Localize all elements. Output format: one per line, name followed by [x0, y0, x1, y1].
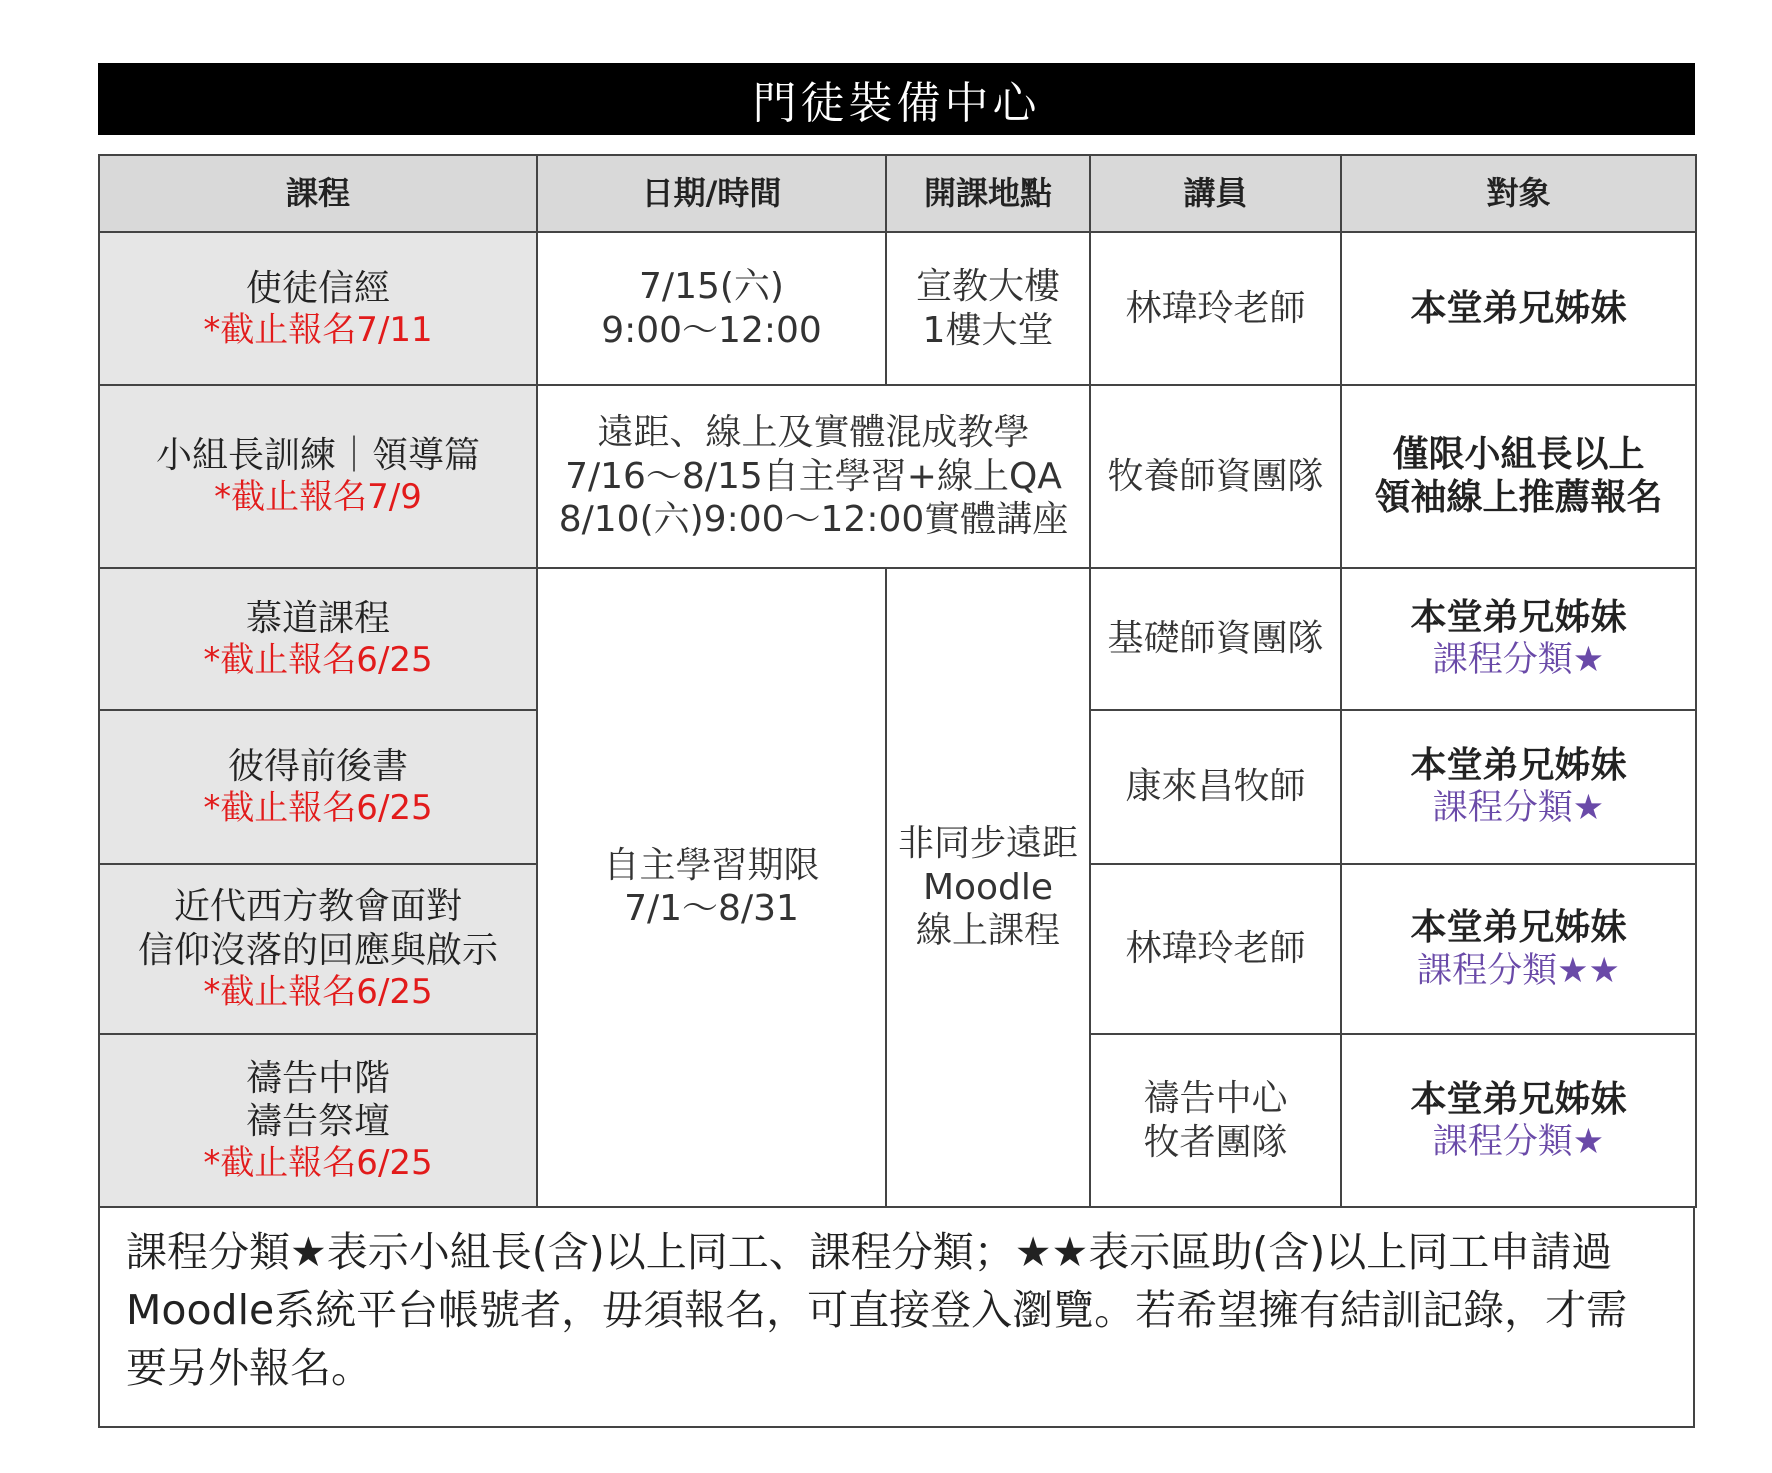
- deadline-note: *截止報名7/11: [203, 309, 433, 350]
- speaker-line: 禱告中心: [1143, 1078, 1288, 1120]
- table-header-row: [99, 155, 1696, 232]
- course-name: 禱告中階: [245, 1058, 390, 1100]
- location-line: 非同步遠距: [897, 823, 1078, 865]
- shared-location-cell: [886, 568, 1090, 1207]
- speaker-cell: 牧養師資團隊: [1090, 385, 1341, 568]
- target-cell: [1341, 1034, 1696, 1207]
- table-row: [99, 232, 1696, 385]
- category-label: 課程分類★★: [1417, 950, 1620, 991]
- deadline-note: *截止報名6/25: [203, 1143, 433, 1184]
- date-line: 7/16～8/15自主學習+線上QA: [565, 455, 1062, 497]
- deadline-note: *截止報名6/25: [203, 640, 433, 680]
- course-cell: [99, 232, 537, 385]
- date-line: 8/10(六)9:00～12:00實體講座: [558, 498, 1069, 540]
- deadline-note: *截止報名6/25: [203, 788, 433, 829]
- table-row: [99, 385, 1696, 568]
- location-line: 線上課程: [915, 909, 1060, 951]
- course-cell: [99, 864, 537, 1035]
- course-schedule-table: [98, 154, 1697, 1208]
- category-label: 課程分類★: [1432, 1122, 1605, 1163]
- course-name: 使徒信經: [245, 267, 390, 309]
- header-target: 對象: [1341, 155, 1696, 232]
- date-line: 7/15(六): [639, 266, 784, 308]
- speaker-cell: 康來昌牧師: [1090, 710, 1341, 864]
- header-speaker: 講員: [1090, 155, 1341, 232]
- target-cell: [1341, 385, 1696, 568]
- location-line: 1樓大堂: [922, 309, 1054, 351]
- target-cell: 本堂弟兄姊妹: [1341, 232, 1696, 385]
- location-line: Moodle: [922, 866, 1054, 908]
- target-line: 本堂弟兄姊妹: [1410, 597, 1627, 639]
- date-line: 7/1～8/31: [624, 888, 799, 930]
- speaker-line: 牧者團隊: [1143, 1121, 1288, 1163]
- date-line: 自主學習期限: [603, 845, 820, 887]
- deadline-note: *截止報名6/25: [203, 971, 433, 1012]
- datetime-location-cell: [537, 385, 1090, 568]
- footnote: 課程分類★表示小組長(含)以上同工、課程分類；★★表示區助(含)以上同工申請過Moodle系統平台帳號者，毋須報名，可直接登入瀏覽。若希望擁有結訓記錄，才需要另外報名。: [98, 1207, 1695, 1428]
- page-title: 門徒裝備中心: [98, 63, 1695, 135]
- target-cell: [1341, 568, 1696, 711]
- deadline-note: *截止報名7/9: [214, 477, 422, 518]
- header-location: 開課地點: [886, 155, 1090, 232]
- speaker-cell: [1090, 1034, 1341, 1207]
- speaker-cell: 林瑋玲老師: [1090, 864, 1341, 1035]
- course-cell: [99, 1034, 537, 1207]
- format-line: 遠距、線上及實體混成教學: [597, 412, 1030, 454]
- course-cell: [99, 385, 537, 568]
- target-line: 本堂弟兄姊妹: [1410, 907, 1627, 949]
- course-name: 近代西方教會面對: [173, 886, 462, 928]
- course-cell: [99, 710, 537, 864]
- speaker-cell: 基礎師資團隊: [1090, 568, 1341, 711]
- datetime-cell: [537, 232, 886, 385]
- header-datetime: 日期/時間: [537, 155, 886, 232]
- target-cell: [1341, 710, 1696, 864]
- target-line: 領袖線上推薦報名: [1374, 477, 1663, 519]
- target-line: 本堂弟兄姊妹: [1410, 1079, 1627, 1121]
- course-name: 禱告祭壇: [245, 1101, 390, 1143]
- shared-datetime-cell: [537, 568, 886, 1207]
- category-label: 課程分類★: [1432, 640, 1605, 681]
- target-line: 本堂弟兄姊妹: [1410, 745, 1627, 787]
- course-name: 信仰沒落的回應與啟示: [137, 929, 498, 971]
- header-course: 課程: [99, 155, 537, 232]
- course-name: 慕道課程: [245, 597, 390, 639]
- target-line: 僅限小組長以上: [1392, 434, 1645, 476]
- course-name: 彼得前後書: [227, 745, 408, 787]
- location-line: 宣教大樓: [915, 266, 1060, 308]
- course-cell: [99, 568, 537, 711]
- speaker-cell: 林瑋玲老師: [1090, 232, 1341, 385]
- target-cell: [1341, 864, 1696, 1035]
- course-name: 小組長訓練｜領導篇: [155, 435, 480, 477]
- table-row: [99, 568, 1696, 711]
- category-label: 課程分類★: [1432, 788, 1605, 829]
- time-line: 9:00～12:00: [601, 309, 822, 351]
- location-cell: [886, 232, 1090, 385]
